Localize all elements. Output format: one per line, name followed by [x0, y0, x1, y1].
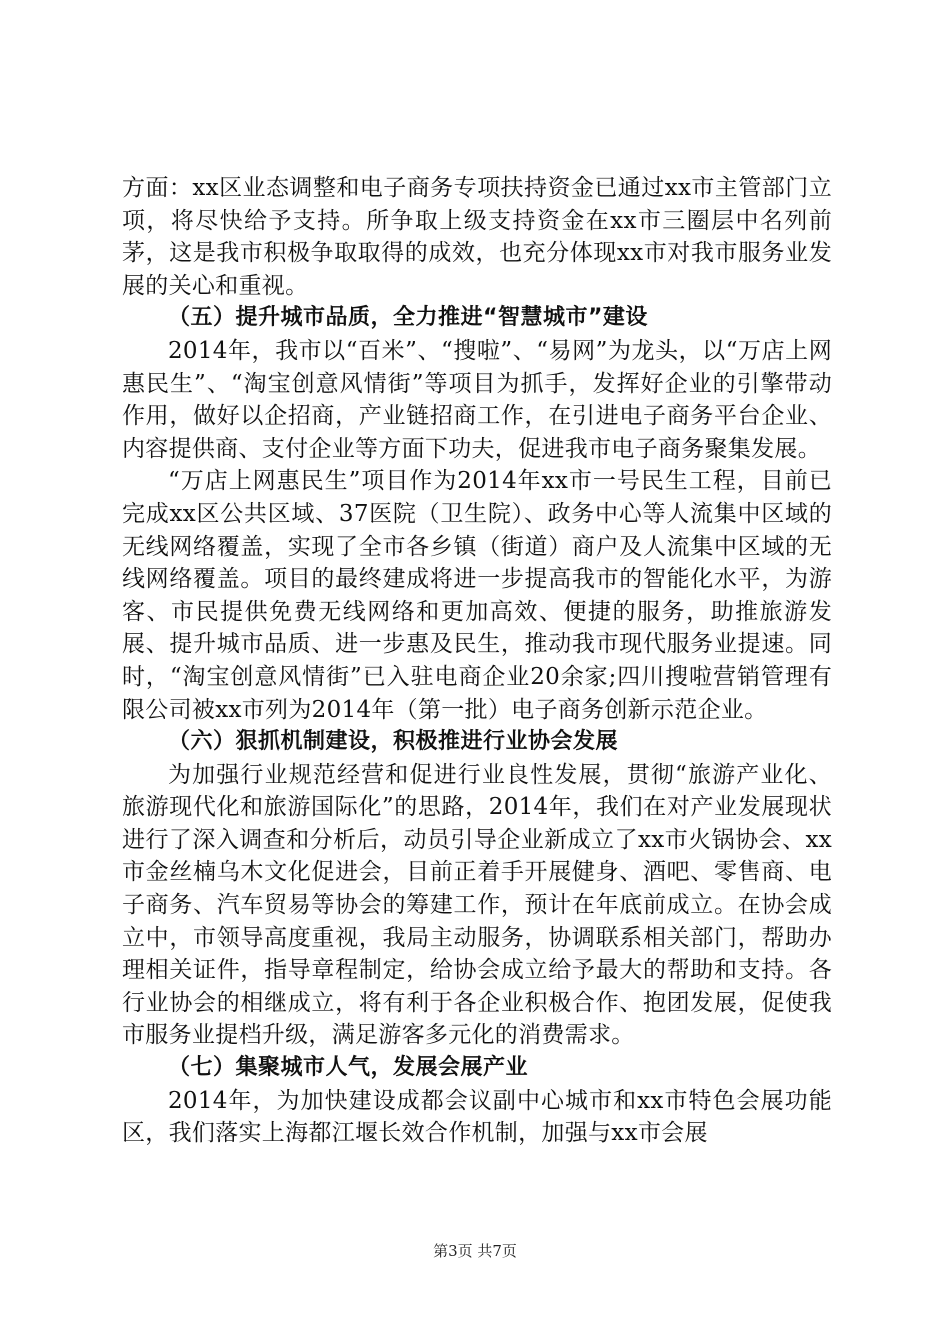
page-number-footer: 第3页 共7页 [433, 1242, 517, 1260]
document-body [122, 172, 832, 1150]
body-paragraph: 为加强行业规范经营和促进行业良性发展，贯彻“旅游产业化、旅游现代化和旅游国际化”的思路，2014年，我们在对产业发展现状进行了深入调查和分析后，动员引导企业新成立了xx市火锅协会、xx市金丝楠乌木文化促进会，目前正着手开展健身、酒吧、零售商、电子商务、汽车贸易等协会的筹建工作，预计在年底前成立。在协会成立中，市领导高度重视，我局主动服务，协调联系相关部门，帮助办理相关证件，指导章程制定，给协会成立给予最大的帮助和支持。各行业协会的相继成立，将有利于各企业积极合作、抱团发展，促使我市服务业提档升级，满足游客多元化的消费需求。 [122, 761, 832, 1049]
body-paragraph: 方面：xx区业态调整和电子商务专项扶持资金已通过xx市主管部门立项，将尽快给予支持。所争取上级支持资金在xx市三圈层中名列前茅，这是我市积极争取取得的成效，也充分体现xx市对我市服务业发展的关心和重视。 [122, 175, 832, 299]
body-paragraph: 2014年，我市以“百米”、“搜啦”、“易网”为龙头，以“万店上网惠民生”、“淘宝创意风情街”等项目为抓手，发挥好企业的引擎带动作用，做好以企招商，产业链招商工作，在引进电子商务平台企业、内容提供商、支付企业等方面下功夫，促进我市电子商务聚集发展。 [122, 337, 832, 462]
section-heading: （五）提升城市品质，全力推进“智慧城市”建设 [168, 305, 648, 331]
body-paragraph: “万店上网惠民生”项目作为2014年xx市一号民生工程，目前已完成xx区公共区域、37医院（卫生院）、政务中心等人流集中区域的无线网络覆盖，实现了全市各乡镇（街道）商户及人流集中区域的无线网络覆盖。项目的最终建成将进一步提高我市的智能化水平，为游客、市民提供免费无线网络和更加高效、便捷的服务，助推旅游发展、提升城市品质、进一步惠及民生，推动我市现代服务业提速。同时，“淘宝创意风情街”已入驻电商企业20余家;四川搜啦营销管理有限公司被xx市列为2014年（第一批）电子商务创新示范企业。 [122, 468, 832, 723]
section-heading: （六）狠抓机制建设，积极推进行业协会发展 [168, 729, 619, 755]
body-paragraph: 2014年，为加快建设成都会议副中心城市和xx市特色会展功能区，我们落实上海都江堰长效合作机制，加强与xx市会展 [122, 1087, 832, 1147]
section-heading: （七）集聚城市人气，发展会展产业 [168, 1055, 529, 1081]
